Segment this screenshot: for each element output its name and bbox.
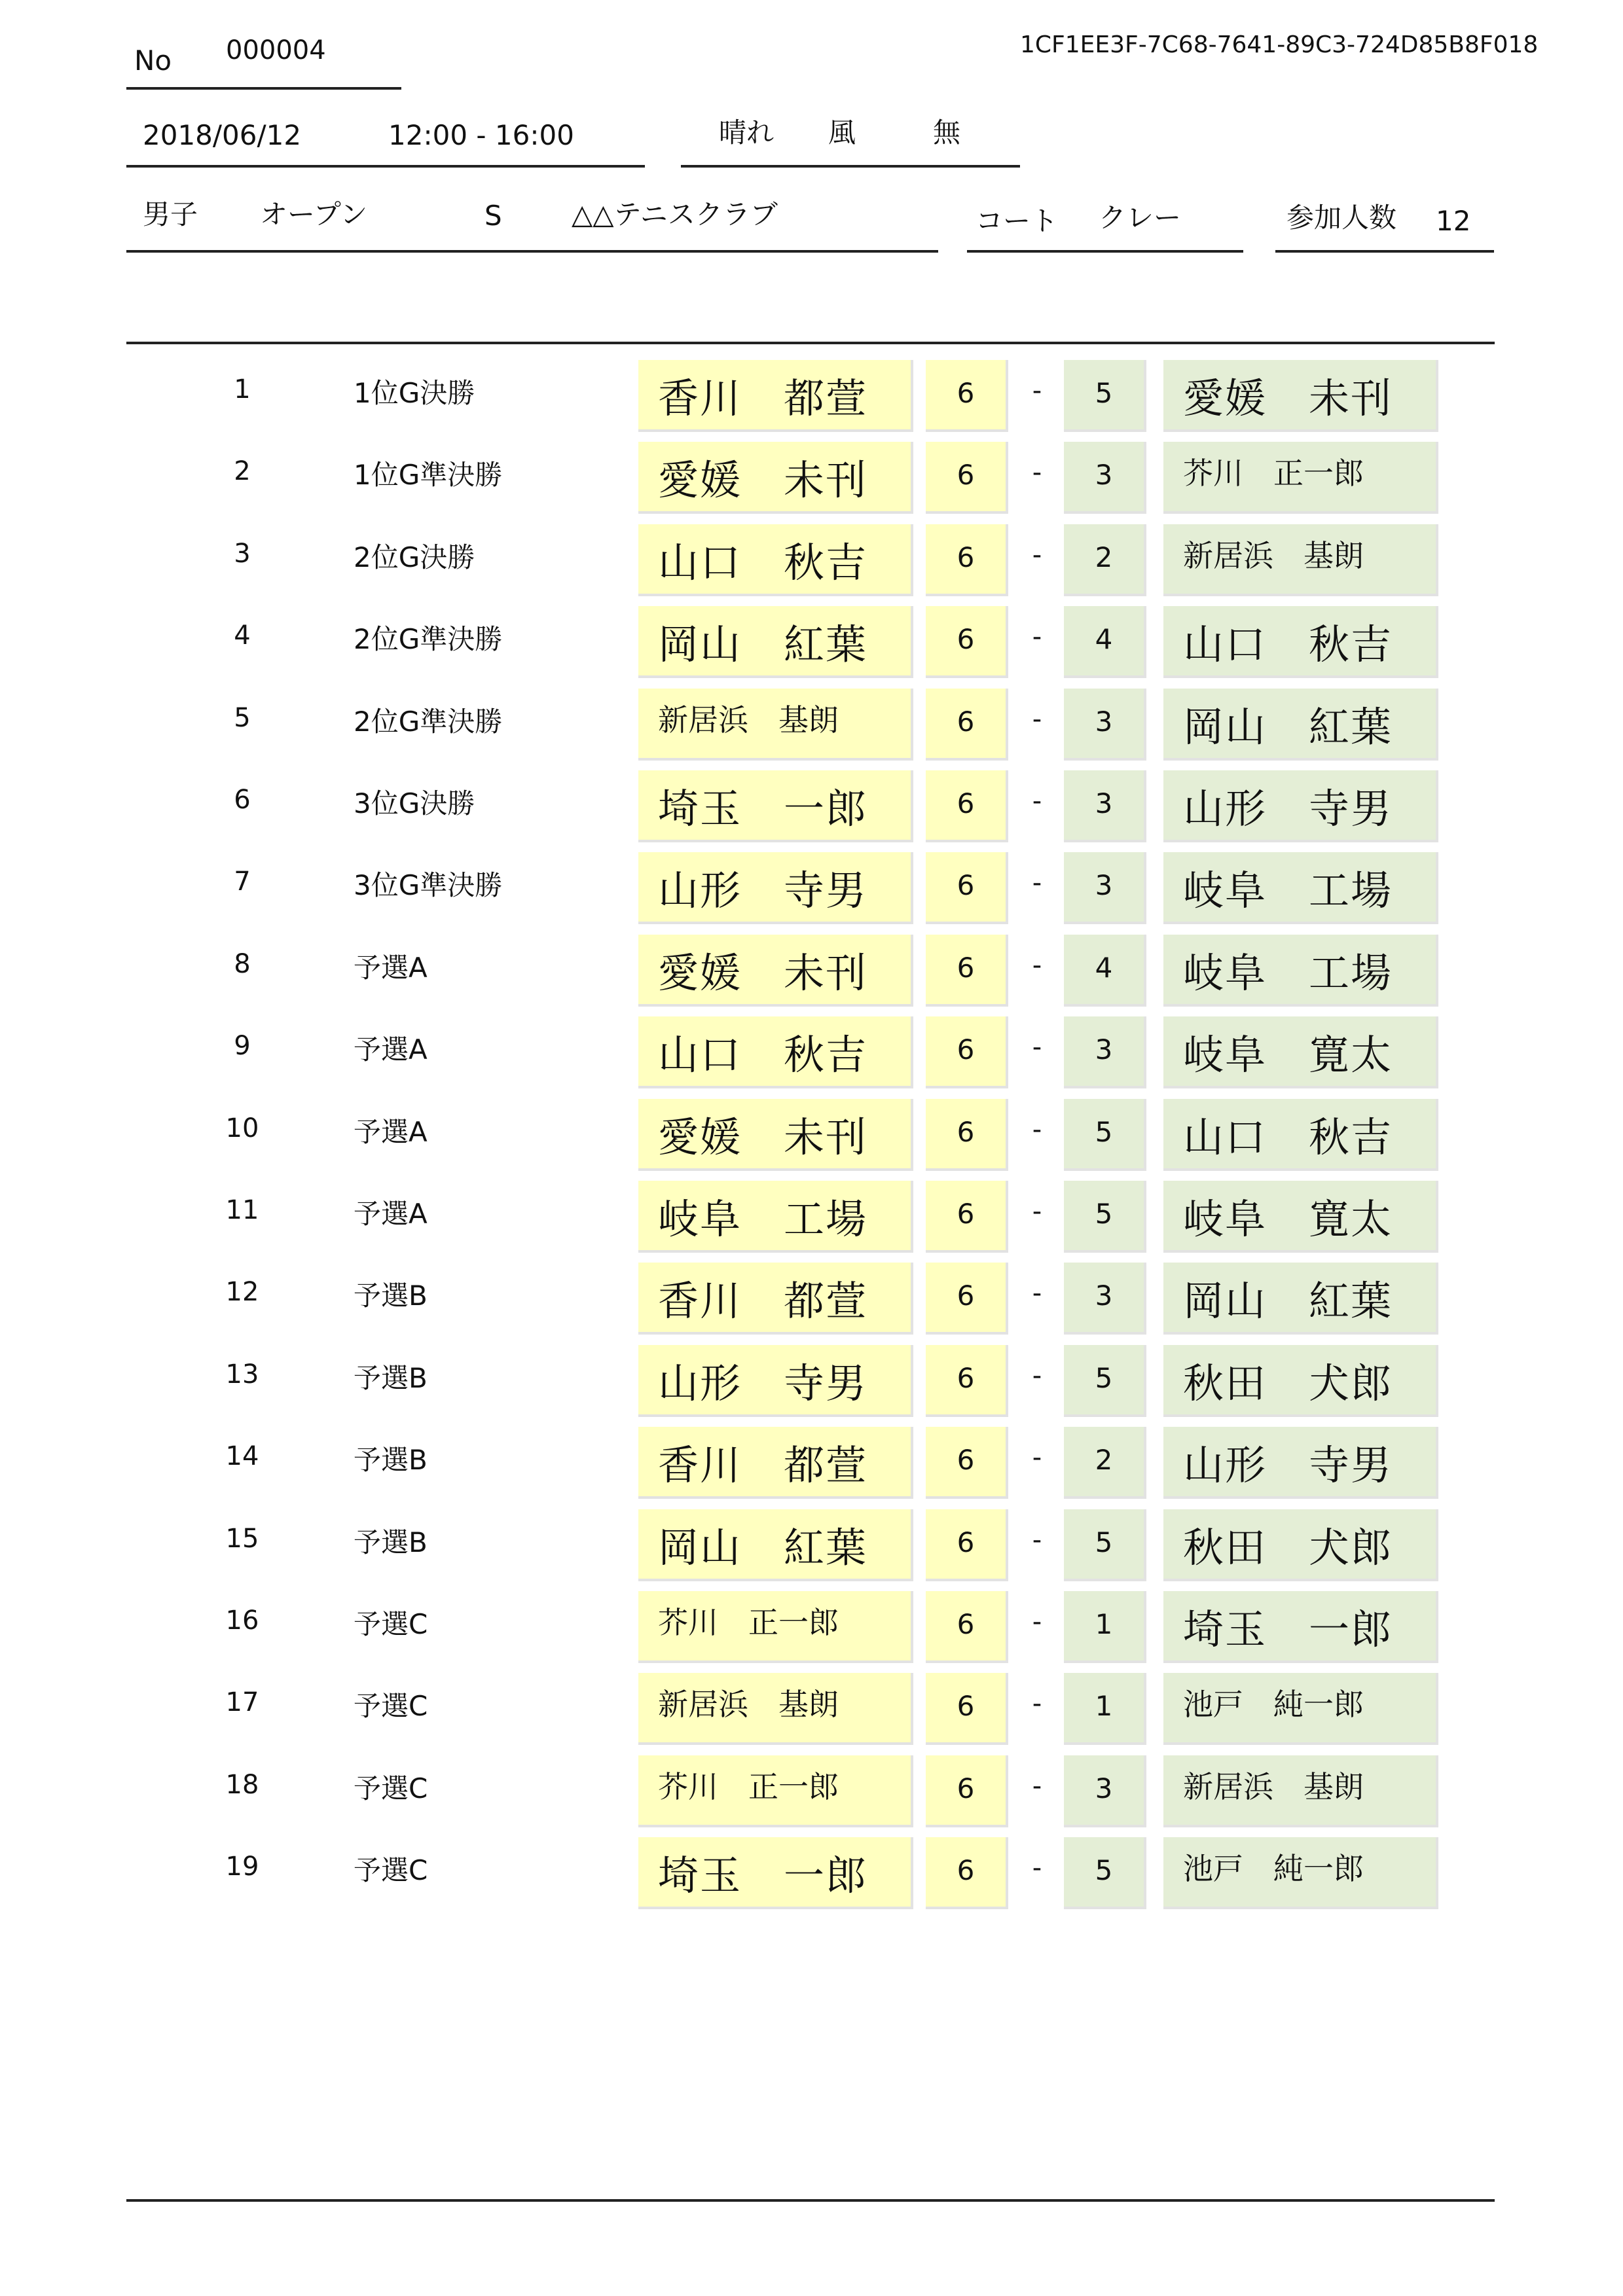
player2-score: 5 — [1095, 1526, 1113, 1558]
score-separator: - — [1032, 1689, 1042, 1719]
player1-score: 6 — [957, 1280, 975, 1312]
player1-score-cell — [926, 1755, 1008, 1827]
player1-score-cell — [926, 1591, 1008, 1663]
player2-cell — [1163, 1427, 1438, 1499]
player2-cell — [1163, 935, 1438, 1007]
player1-name: 岐阜 工場 — [658, 1194, 868, 1243]
player2-score: 3 — [1095, 1772, 1113, 1804]
score-separator: - — [1032, 950, 1042, 980]
participants-underline — [1275, 250, 1494, 253]
score-separator: - — [1032, 1115, 1042, 1145]
match-number: 14 — [225, 1441, 259, 1471]
footer-rule — [126, 2199, 1495, 2202]
player1-name: 岡山 紅葉 — [658, 620, 868, 668]
player1-score-cell — [926, 1345, 1008, 1417]
player2-score-cell — [1064, 606, 1146, 678]
player2-name: 秋田 犬郎 — [1183, 1359, 1393, 1407]
player1-name: 新居浜 基朗 — [658, 702, 839, 738]
player1-score-cell — [926, 1263, 1008, 1335]
player2-score-cell — [1064, 1755, 1146, 1827]
player2-cell — [1163, 770, 1438, 842]
match-round: 3位G決勝 — [354, 787, 475, 819]
player2-score: 3 — [1095, 787, 1113, 819]
player1-cell — [638, 1837, 913, 1909]
score-separator: - — [1032, 1278, 1042, 1308]
player2-name: 岐阜 寛太 — [1183, 1030, 1393, 1079]
player1-name: 芥川 正一郎 — [658, 1605, 839, 1640]
player2-score: 1 — [1095, 1608, 1113, 1640]
player1-score-cell — [926, 442, 1008, 514]
player1-score: 6 — [957, 1362, 975, 1394]
player2-score: 3 — [1095, 869, 1113, 901]
player2-score-cell — [1064, 1427, 1146, 1499]
score-separator: - — [1032, 868, 1042, 898]
match-row — [0, 1755, 1623, 1838]
player1-cell — [638, 770, 913, 842]
match-row — [0, 1263, 1623, 1345]
player2-cell — [1163, 1837, 1438, 1909]
player2-score: 4 — [1095, 952, 1113, 984]
player1-name: 芥川 正一郎 — [658, 1769, 839, 1804]
player2-name: 埼玉 一郎 — [1183, 1605, 1393, 1653]
match-number: 5 — [234, 703, 251, 733]
player1-score-cell — [926, 360, 1008, 432]
player2-cell — [1163, 442, 1438, 514]
player2-score-cell — [1064, 1837, 1146, 1909]
match-row — [0, 524, 1623, 607]
match-round: 2位G準決勝 — [354, 623, 503, 655]
score-separator: - — [1032, 1032, 1042, 1062]
player1-cell — [638, 852, 913, 924]
player1-cell — [638, 360, 913, 432]
match-round: 2位G準決勝 — [354, 706, 503, 738]
player1-name: 愛媛 未刊 — [658, 948, 868, 997]
score-separator: - — [1032, 376, 1042, 406]
match-number: 3 — [234, 539, 251, 569]
match-number: 11 — [225, 1195, 259, 1225]
player2-score: 3 — [1095, 1033, 1113, 1066]
category: オープン — [260, 198, 368, 230]
match-row — [0, 1427, 1623, 1509]
match-row — [0, 1345, 1623, 1427]
match-row — [0, 770, 1623, 853]
player1-cell — [638, 1345, 913, 1417]
player1-score: 6 — [957, 952, 975, 984]
player2-score-cell — [1064, 442, 1146, 514]
player2-score-cell — [1064, 935, 1146, 1007]
player1-cell — [638, 1427, 913, 1499]
match-round: 2位G決勝 — [354, 541, 475, 573]
player2-name: 山形 寺男 — [1183, 784, 1393, 833]
match-row — [0, 606, 1623, 689]
player2-score-cell — [1064, 1591, 1146, 1663]
weather-value: 晴れ — [719, 117, 775, 149]
player1-score: 6 — [957, 1033, 975, 1066]
gender: 男子 — [143, 198, 198, 230]
score-separator: - — [1032, 1196, 1042, 1227]
player2-score-cell — [1064, 1099, 1146, 1171]
player2-cell — [1163, 1591, 1438, 1663]
player1-name: 岡山 紅葉 — [658, 1523, 868, 1571]
player1-score: 6 — [957, 1526, 975, 1558]
match-round: 1位G準決勝 — [354, 459, 503, 491]
player1-score-cell — [926, 1099, 1008, 1171]
match-row — [0, 1099, 1623, 1181]
player1-score-cell — [926, 524, 1008, 596]
match-row — [0, 1673, 1623, 1755]
player2-name: 山形 寺男 — [1183, 1441, 1393, 1489]
player2-name: 芥川 正一郎 — [1183, 456, 1364, 491]
match-round: 予選B — [354, 1362, 428, 1394]
club-name: △△テニスクラブ — [572, 198, 778, 230]
player1-name: 香川 都萱 — [658, 374, 868, 422]
player1-name: 山口 秋吉 — [658, 1030, 868, 1079]
match-round: 予選B — [354, 1444, 428, 1476]
player1-score-cell — [926, 1509, 1008, 1581]
record-number: 000004 — [226, 35, 326, 65]
player2-name: 山口 秋吉 — [1183, 1113, 1393, 1161]
match-date: 2018/06/12 — [143, 119, 302, 151]
match-row — [0, 1016, 1623, 1099]
match-number: 1 — [234, 374, 251, 404]
player1-score: 6 — [957, 869, 975, 901]
player2-cell — [1163, 1181, 1438, 1253]
court-surface: クレー — [1099, 202, 1182, 234]
player2-name: 秋田 犬郎 — [1183, 1523, 1393, 1571]
player1-name: 愛媛 未刊 — [658, 1113, 868, 1161]
table-top-rule — [126, 342, 1495, 344]
player2-name: 池戸 純一郎 — [1183, 1687, 1364, 1722]
player1-name: 香川 都萱 — [658, 1276, 868, 1325]
match-row — [0, 935, 1623, 1017]
player1-score: 6 — [957, 541, 975, 573]
player1-cell — [638, 1509, 913, 1581]
player2-score: 2 — [1095, 1444, 1113, 1476]
player2-score: 2 — [1095, 541, 1113, 573]
player2-cell — [1163, 360, 1438, 432]
player1-score: 6 — [957, 459, 975, 491]
player2-cell — [1163, 1263, 1438, 1335]
player2-score-cell — [1064, 1016, 1146, 1088]
score-separator: - — [1032, 457, 1042, 488]
player2-cell — [1163, 689, 1438, 761]
player2-score: 5 — [1095, 1362, 1113, 1394]
player1-score: 6 — [957, 706, 975, 738]
player1-cell — [638, 1181, 913, 1253]
match-round: 予選B — [354, 1526, 428, 1558]
player1-score: 6 — [957, 1608, 975, 1640]
player2-score: 3 — [1095, 1280, 1113, 1312]
player1-name: 香川 都萱 — [658, 1441, 868, 1489]
player1-cell — [638, 1673, 913, 1745]
player1-name: 愛媛 未刊 — [658, 456, 868, 504]
match-number: 19 — [225, 1852, 259, 1882]
match-number: 13 — [225, 1359, 259, 1390]
player2-score-cell — [1064, 524, 1146, 596]
player1-score-cell — [926, 1181, 1008, 1253]
weather-underline — [681, 165, 1020, 168]
court-underline — [967, 250, 1243, 253]
match-time: 12:00 - 16:00 — [388, 119, 574, 151]
player2-score-cell — [1064, 1263, 1146, 1335]
score-separator: - — [1032, 1771, 1042, 1801]
score-separator: - — [1032, 704, 1042, 734]
match-number: 6 — [234, 785, 251, 815]
match-number: 9 — [234, 1031, 251, 1061]
player2-score: 4 — [1095, 623, 1113, 655]
player2-score: 5 — [1095, 377, 1113, 409]
player2-score-cell — [1064, 1345, 1146, 1417]
match-round: 3位G準決勝 — [354, 869, 503, 901]
match-number: 12 — [225, 1277, 259, 1307]
player2-score: 5 — [1095, 1116, 1113, 1148]
match-round: 予選A — [354, 1116, 428, 1148]
player2-name: 岐阜 寛太 — [1183, 1194, 1393, 1243]
player2-name: 池戸 純一郎 — [1183, 1851, 1364, 1886]
match-round: 予選B — [354, 1280, 428, 1312]
match-round: 予選C — [354, 1854, 428, 1886]
match-number: 15 — [225, 1524, 259, 1554]
score-separator: - — [1032, 1607, 1042, 1637]
player1-cell — [638, 524, 913, 596]
player2-cell — [1163, 1509, 1438, 1581]
player1-cell — [638, 442, 913, 514]
player1-score-cell — [926, 1673, 1008, 1745]
score-separator: - — [1032, 540, 1042, 570]
player1-cell — [638, 1591, 913, 1663]
player2-cell — [1163, 1755, 1438, 1827]
player2-name: 新居浜 基朗 — [1183, 538, 1364, 573]
player2-name: 岡山 紅葉 — [1183, 702, 1393, 751]
match-number: 17 — [225, 1687, 259, 1717]
player2-score: 3 — [1095, 459, 1113, 491]
score-separator: - — [1032, 622, 1042, 652]
match-row — [0, 442, 1623, 524]
record-uuid: 1CF1EE3F-7C68-7641-89C3-724D85B8F018 — [1020, 31, 1539, 58]
player2-score: 3 — [1095, 706, 1113, 738]
participants-label: 参加人数 — [1286, 202, 1397, 234]
score-separator: - — [1032, 1443, 1042, 1473]
player1-name: 埼玉 一郎 — [658, 1851, 868, 1899]
player1-score: 6 — [957, 1690, 975, 1722]
player1-score-cell — [926, 935, 1008, 1007]
player2-cell — [1163, 1673, 1438, 1745]
player2-name: 新居浜 基朗 — [1183, 1769, 1364, 1804]
player2-score: 5 — [1095, 1854, 1113, 1886]
match-number: 8 — [234, 949, 251, 979]
match-round: 予選C — [354, 1772, 428, 1804]
match-round: 予選A — [354, 1198, 428, 1230]
player2-score: 5 — [1095, 1198, 1113, 1230]
match-number: 7 — [234, 867, 251, 897]
player1-cell — [638, 1099, 913, 1171]
match-row — [0, 1837, 1623, 1920]
participants-count: 12 — [1436, 205, 1471, 237]
match-round: 予選C — [354, 1608, 428, 1640]
match-number: 2 — [234, 456, 251, 486]
player1-score-cell — [926, 606, 1008, 678]
score-separator: - — [1032, 1853, 1042, 1883]
player1-score: 6 — [957, 623, 975, 655]
player1-score: 6 — [957, 1772, 975, 1804]
player1-score-cell — [926, 852, 1008, 924]
player1-cell — [638, 1016, 913, 1088]
player2-name: 岐阜 工場 — [1183, 948, 1393, 997]
match-row — [0, 689, 1623, 771]
score-separator: - — [1032, 1525, 1042, 1555]
player1-cell — [638, 1263, 913, 1335]
match-round: 1位G決勝 — [354, 377, 475, 409]
score-separator: - — [1032, 1361, 1042, 1391]
player1-name: 山口 秋吉 — [658, 538, 868, 586]
player1-score: 6 — [957, 377, 975, 409]
match-row — [0, 1591, 1623, 1674]
match-number: 4 — [234, 620, 251, 651]
player1-score: 6 — [957, 1198, 975, 1230]
player2-name: 岡山 紅葉 — [1183, 1276, 1393, 1325]
player1-score-cell — [926, 1016, 1008, 1088]
no-label: No — [134, 45, 172, 77]
player1-score-cell — [926, 770, 1008, 842]
court-label: コート — [976, 205, 1059, 237]
player1-name: 新居浜 基朗 — [658, 1687, 839, 1722]
match-round: 予選A — [354, 1033, 428, 1066]
player2-score-cell — [1064, 1181, 1146, 1253]
match-row — [0, 1181, 1623, 1263]
match-row — [0, 360, 1623, 442]
no-underline — [126, 87, 401, 90]
player1-cell — [638, 689, 913, 761]
match-round: 予選A — [354, 952, 428, 984]
info-underline — [126, 250, 938, 253]
player2-score: 1 — [1095, 1690, 1113, 1722]
player2-name: 山口 秋吉 — [1183, 620, 1393, 668]
player1-cell — [638, 606, 913, 678]
score-separator: - — [1032, 786, 1042, 816]
player1-score: 6 — [957, 787, 975, 819]
player2-cell — [1163, 524, 1438, 596]
player2-score-cell — [1064, 689, 1146, 761]
match-number: 16 — [225, 1605, 259, 1636]
match-row — [0, 1509, 1623, 1592]
player2-cell — [1163, 852, 1438, 924]
player2-score-cell — [1064, 1673, 1146, 1745]
match-number: 10 — [225, 1113, 259, 1143]
player2-score-cell — [1064, 360, 1146, 432]
player2-cell — [1163, 1345, 1438, 1417]
player1-name: 山形 寺男 — [658, 866, 868, 914]
player2-name: 愛媛 未刊 — [1183, 374, 1393, 422]
player1-cell — [638, 1755, 913, 1827]
date-underline — [126, 165, 645, 168]
player1-score-cell — [926, 1427, 1008, 1499]
player1-score: 6 — [957, 1444, 975, 1476]
wind-value: 無 — [933, 117, 961, 149]
player1-cell — [638, 935, 913, 1007]
match-round: 予選C — [354, 1690, 428, 1722]
player1-score-cell — [926, 689, 1008, 761]
player2-cell — [1163, 1099, 1438, 1171]
player2-score-cell — [1064, 1509, 1146, 1581]
match-row — [0, 852, 1623, 935]
player1-score-cell — [926, 1837, 1008, 1909]
player2-cell — [1163, 1016, 1438, 1088]
player1-score: 6 — [957, 1854, 975, 1886]
player2-cell — [1163, 606, 1438, 678]
player1-name: 山形 寺男 — [658, 1359, 868, 1407]
player1-score: 6 — [957, 1116, 975, 1148]
wind-label: 風 — [828, 117, 856, 149]
player2-score-cell — [1064, 770, 1146, 842]
player1-name: 埼玉 一郎 — [658, 784, 868, 833]
match-type: S — [484, 200, 502, 232]
player2-name: 岐阜 工場 — [1183, 866, 1393, 914]
match-number: 18 — [225, 1770, 259, 1800]
player2-score-cell — [1064, 852, 1146, 924]
